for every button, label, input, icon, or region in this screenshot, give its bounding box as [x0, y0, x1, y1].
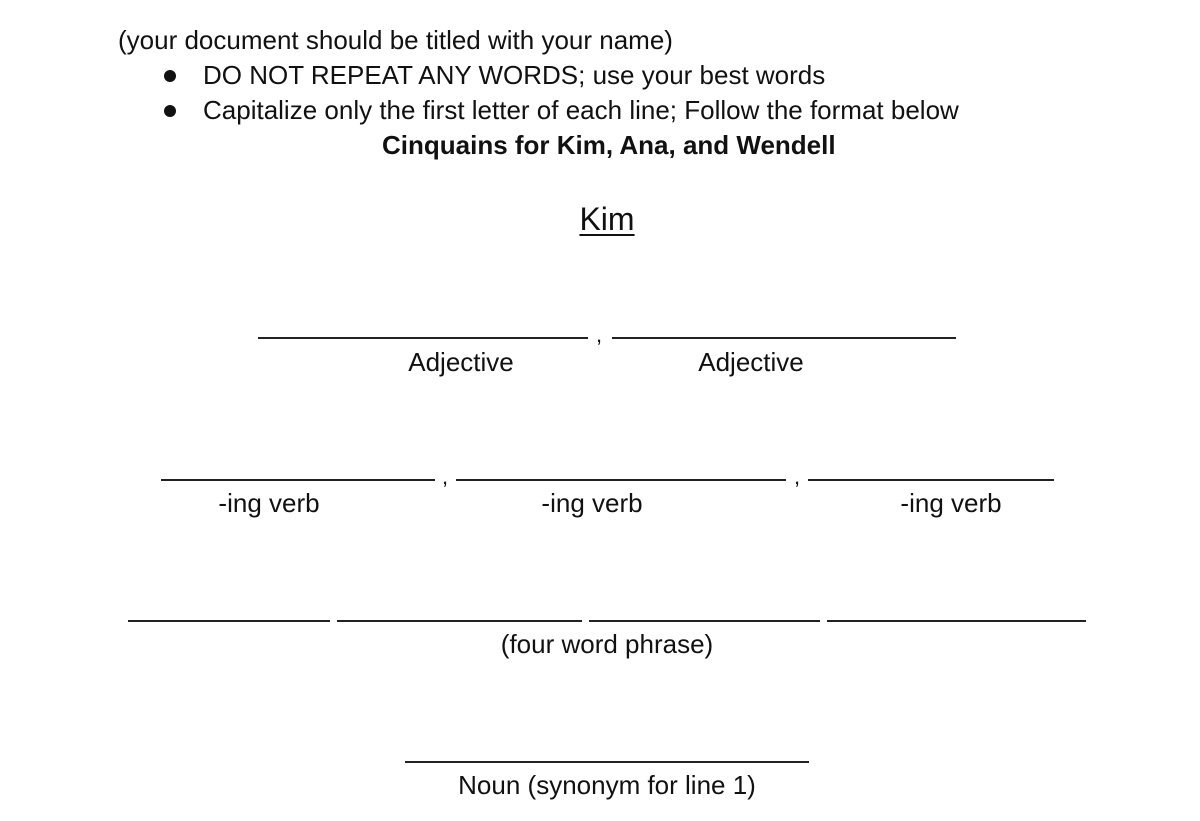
comma-separator: ,	[596, 322, 603, 347]
subject-name: Kim	[579, 201, 635, 237]
instruction-item: DO NOT REPEAT ANY WORDS; use your best words	[203, 60, 826, 90]
blank-line	[405, 761, 809, 763]
blank-label: -ing verb	[541, 488, 643, 518]
blank-label: Adjective	[408, 347, 514, 377]
blank-label: -ing verb	[218, 488, 320, 518]
document-title-note: (your document should be titled with your name)	[118, 25, 673, 55]
bullet-icon	[164, 70, 176, 82]
comma-separator: ,	[442, 464, 449, 489]
blank-line	[161, 479, 435, 481]
instruction-item: Capitalize only the first letter of each line; Follow the format below	[203, 95, 959, 125]
blank-line	[337, 620, 582, 622]
blank-line	[128, 620, 330, 622]
blank-line	[827, 620, 1086, 622]
blank-line	[808, 479, 1054, 481]
blank-label: (four word phrase)	[500, 629, 714, 659]
blank-label: -ing verb	[900, 488, 1002, 518]
blank-line	[612, 337, 956, 339]
comma-separator: ,	[794, 464, 801, 489]
blank-line	[456, 479, 786, 481]
worksheet-title: Cinquains for Kim, Ana, and Wendell	[382, 130, 836, 160]
blank-label: Noun (synonym for line 1)	[458, 770, 756, 800]
blank-line	[258, 337, 588, 339]
bullet-icon	[164, 105, 176, 117]
blank-line	[589, 620, 820, 622]
blank-label: Adjective	[698, 347, 804, 377]
